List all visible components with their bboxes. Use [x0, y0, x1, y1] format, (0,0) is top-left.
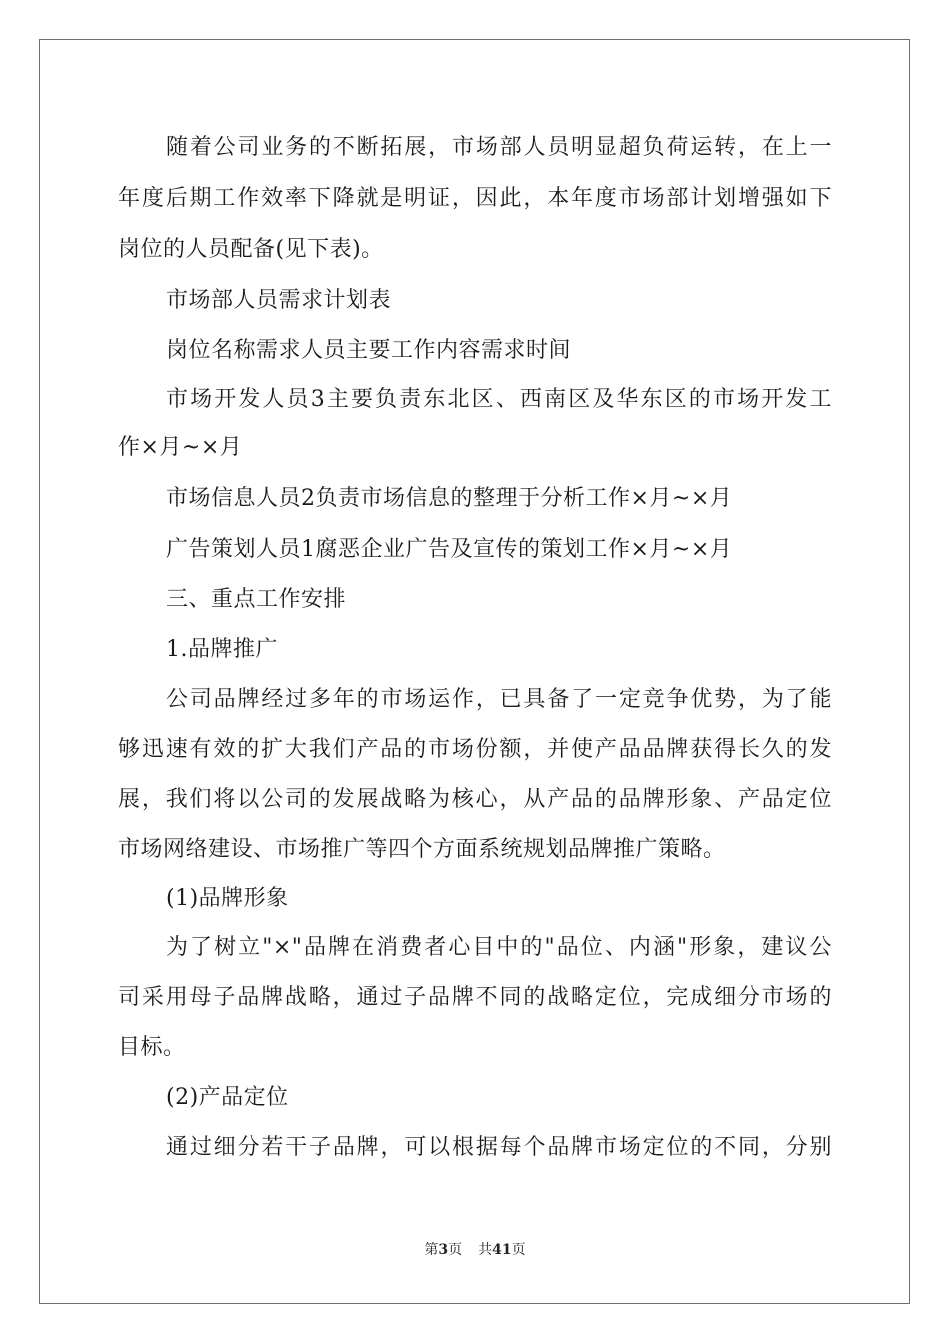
- page-prefix: 第: [424, 1242, 439, 1258]
- paragraph-line: 公司品牌经过多年的市场运作，已具备了一定竞争优势，为了能: [166, 687, 832, 712]
- total-suffix: 页: [511, 1242, 526, 1258]
- total-pages: 41: [492, 1242, 512, 1258]
- paragraph-line: 岗位的人员配备(见下表)。: [118, 237, 384, 262]
- paragraph-line: 够迅速有效的扩大我们产品的市场份额，并使产品品牌获得长久的发: [118, 737, 832, 762]
- table-title: 市场部人员需求计划表: [166, 288, 392, 313]
- paragraph-line: 年度后期工作效率下降就是明证，因此，本年度市场部计划增强如下: [118, 186, 832, 211]
- subsection-heading: (1)品牌形象: [166, 886, 289, 911]
- total-prefix: 共: [478, 1242, 493, 1258]
- paragraph-line: 为了树立"×"品牌在消费者心目中的"品位、内涵"形象，建议公: [166, 935, 832, 960]
- table-row: 广告策划人员1腐恶企业广告及宣传的策划工作×月~×月: [166, 537, 733, 562]
- page-number: 3: [438, 1242, 449, 1258]
- paragraph-line: 通过细分若干子品牌，可以根据每个品牌市场定位的不同，分别: [166, 1135, 832, 1160]
- subsection-heading: (2)产品定位: [166, 1085, 289, 1110]
- table-row-cont: 作×月~×月: [118, 435, 243, 460]
- subsection-heading: 1.品牌推广: [166, 637, 278, 662]
- page-suffix: 页: [448, 1242, 463, 1258]
- page-border: [39, 39, 910, 1304]
- paragraph-line: 展，我们将以公司的发展战略为核心，从产品的品牌形象、产品定位: [118, 787, 832, 812]
- table-row: 市场开发人员3主要负责东北区、西南区及华东区的市场开发工: [166, 387, 832, 412]
- page-footer: [0, 1241, 950, 1259]
- paragraph-line: 目标。: [118, 1035, 186, 1060]
- table-row: 市场信息人员2负责市场信息的整理于分析工作×月~×月: [166, 486, 733, 511]
- paragraph-line: 司采用母子品牌战略，通过子品牌不同的战略定位，完成细分市场的: [118, 985, 832, 1010]
- table-header: 岗位名称需求人员主要工作内容需求时间: [166, 338, 572, 363]
- section-heading: 三、重点工作安排: [166, 587, 347, 612]
- paragraph-line: 随着公司业务的不断拓展，市场部人员明显超负荷运转，在上一: [166, 135, 832, 160]
- paragraph-line: 市场网络建设、市场推广等四个方面系统规划品牌推广策略。: [118, 837, 726, 862]
